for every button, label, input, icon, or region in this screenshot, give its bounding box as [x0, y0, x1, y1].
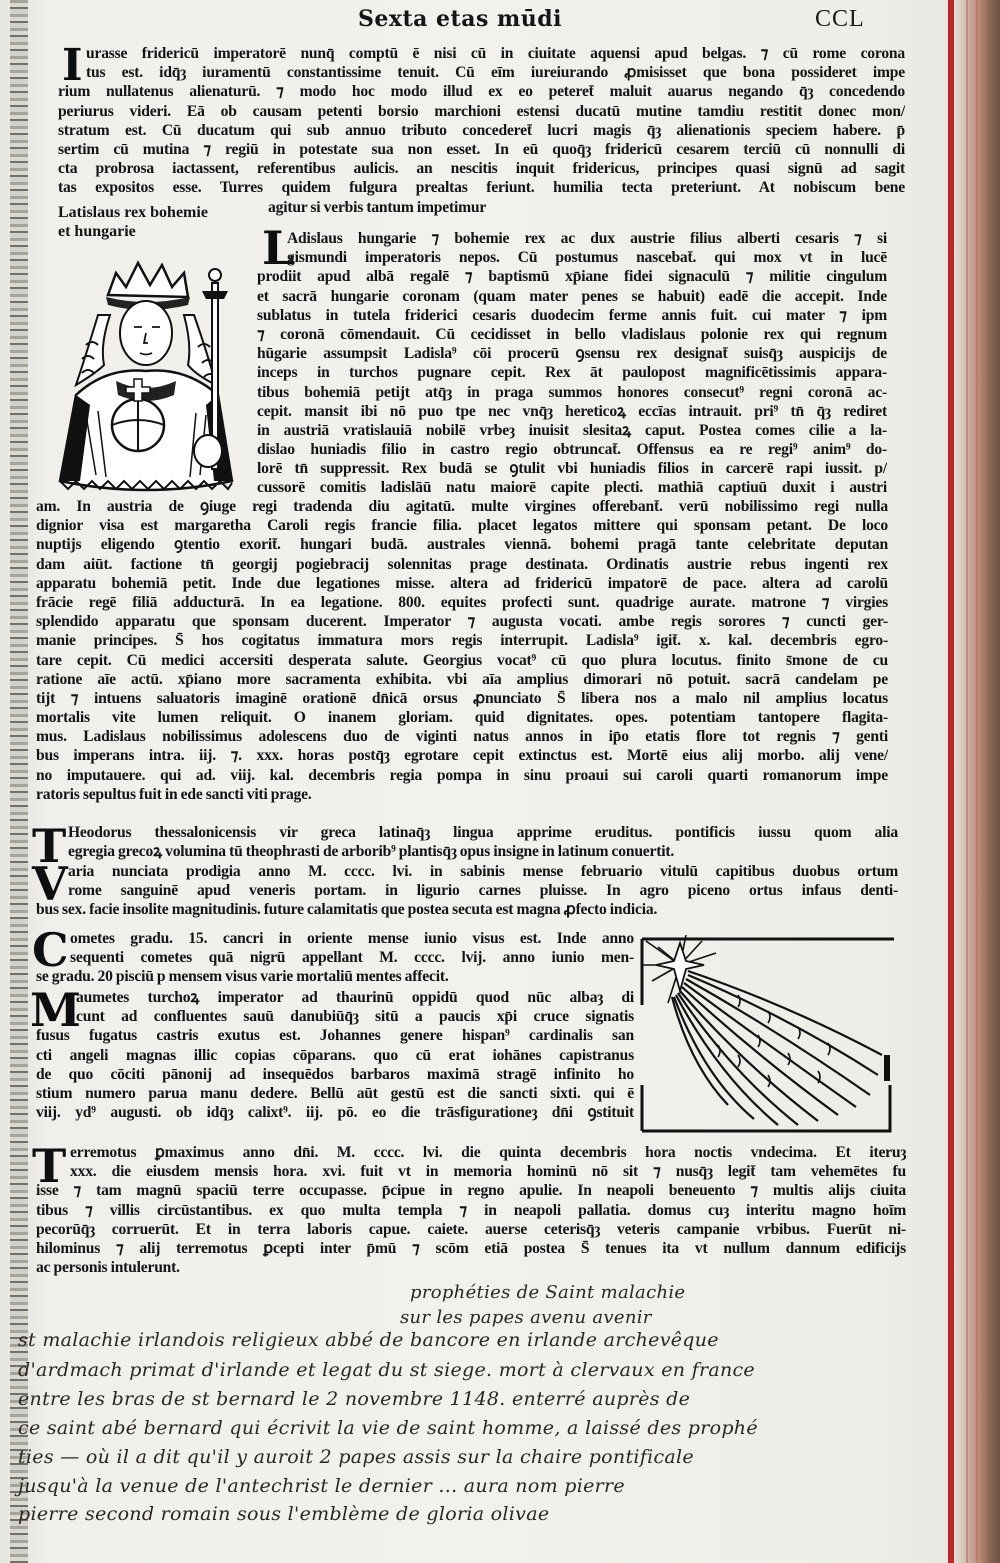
text-line: se gradu. 20 pisciū p mensem visus varie mortaliū mentes affecit.: [36, 968, 449, 986]
book-fore-edge: [954, 0, 1000, 1563]
text-line: ratoris sepultus fuit in ede sancti viti prage.: [36, 785, 312, 803]
text-line: cepit. mansit ibi nō puo tpe nec vnq̄ȝ hereticoꝝ eccīas intrauit. pri⁹ tn̄ q̄ȝ rediret: [257, 402, 887, 420]
initial-letter-v: V: [32, 857, 68, 911]
text-line: prodiit apud albā regalē ⁊ baptismū xp̄iane fidei signaculū ⁊ militie cingulum: [257, 268, 887, 286]
text-line: cussorē comitis ladislāū natu maiorē capite plecti. mathiā captiuū duxit i austri: [257, 479, 887, 497]
text-line: in austriā vratislauiā nobilē vrbeȝ inuisit slesitaꝝ caput. Postea comes cilie a la-: [257, 421, 887, 439]
paragraph-earthquake: [36, 1143, 906, 1277]
handwritten-note-line: prophéties de Saint malachie: [410, 1282, 686, 1303]
text-line: urasse fridericū imperatorē nunq̄ comptū ē nisi cū in ciuitate aquensi apud belgas. ⁊ cū rome corona: [86, 45, 905, 62]
text-line: viij. yd⁹ augusti. ob idq̄ȝ calixt⁹. iij. pō. eo die trāsfigurationeȝ dn̄i ꝯstituit: [36, 1104, 634, 1122]
text-line: agitur si verbis tantum impetimur: [268, 198, 487, 216]
text-line: apparatu bohemiā petit. Inde due legationes misse. altera ad fridericū impatorē de pace. altera ad carolū: [36, 574, 888, 592]
text-line: ac personis intulerunt.: [36, 1259, 180, 1277]
initial-letter-i: I: [62, 40, 83, 91]
text-line: ratione aīe actū. xp̄iano more sacramenta exhibita. vbi aīa amplius dimorari nō potuit. sacrā candelam pe: [36, 670, 888, 688]
text-line: sublatus in tutela friderici cesaris duodecim ferme annis fuit. cui mater ⁊ ipm: [257, 306, 887, 324]
paragraph-belgrade: [36, 988, 634, 1122]
text-line: Adislaus hungarie ⁊ bohemie rex ac dux austrie filius alberti cesaris ⁊ si: [287, 230, 887, 247]
handwritten-note-line: st malachie irlandois religieux abbé de bancore en irlande archevêque: [18, 1329, 719, 1351]
text-line: gismundi imperatoris nepos. Cū postumus nascebat̄. qui mox vt in lucē: [287, 249, 887, 267]
paragraph-frederick: [58, 40, 905, 217]
handwritten-note-line: sur les papes avenu avenir: [400, 1307, 652, 1328]
text-line: dam aiūt. factione tn̄ georgij pogiebracij solennitas prage destinata. Ordinatis austrie rebus ingenti rex: [36, 555, 888, 573]
text-line: tas expositos esse. Turres quidem fulgura prealtas feriunt. humilia tecta preteriunt. At nobiscum bene: [58, 179, 905, 197]
text-line: egregia grecoꝝ volumina tū theophrasti de arborib⁹ plantisq̄ȝ opus insigne in latinum conuertit.: [68, 843, 675, 861]
text-line: splendido apparatu que sponsam ducerent. Imperator ⁊ augusta vocati. ambe regis sorores ⁊ cuncti ger-: [36, 613, 888, 631]
text-line: dislao huniadis filio in castro regio obtruncat̄. Offensus ea re regi⁹ anim⁹ do-: [257, 441, 887, 459]
handwritten-note-line: jusqu'à la venue de l'antechrist le dernier ... aura nom pierre: [18, 1475, 625, 1497]
paragraph-comets: [36, 929, 634, 987]
handwritten-note-line: pierre second romain sous l'emblème de gloria olivae: [18, 1503, 550, 1525]
caption-line: Latislaus rex bohemie: [58, 204, 208, 221]
text-line: bus sex. facie insolite magnitudinis. future calamitatis que postea secuta est magna ꝓfecto indicia.: [36, 901, 658, 919]
text-line: tare cepit. Cū medici accersiti desperata salute. Georgius vocat⁹ cū quo plura locutus. finito s̄mone de cu: [36, 651, 888, 669]
text-line: periurus videri. Eā ob causam petenti borsio marchioni estensi ducatū mutine tamdiu restitit donec mon/: [58, 102, 905, 120]
text-line: bus imperans intra. iij. ⁊. xxx. horas postq̄ȝ egrotare cepit extinctus est. Mortē eius alij morbo. alij vene/: [36, 747, 888, 765]
text-line: stium numero parua manu dedere. Bellū aūt gestū est die sancti sixti. qui ē: [36, 1084, 634, 1102]
text-line: tibus ⁊ villis circūstantibus. ex quo multa templa ⁊ in neapoli pallatia. domus cuȝ interitu magno hoīm: [36, 1201, 906, 1219]
text-line: isse ⁊ tam magnū spaciū terre occupasse. p̄cipue in regno apulie. In neapoli beneuento ⁊ multis alijs ciuita: [36, 1182, 906, 1200]
text-line: ometes gradu. 15. cancri in oriente mense iunio visus est. Inde anno: [70, 930, 634, 947]
text-line: de quo cōciti pānonij ad insequēdos barbaros maximā stragē infinito ho: [36, 1065, 634, 1083]
text-line: inceps in turchos pugnare cepit. Rex āt paulopost magnificētissimis appara-: [257, 364, 887, 382]
text-line: tibus bohemiā petijt atq̄ȝ in praga summos honores consecut⁹ regni coronā ac-: [257, 383, 887, 401]
text-line: no imputauere. qui ad. viij. kal. decembris regia pompa in sinu proaui sui caroli quarti romanorum impe: [36, 766, 888, 784]
paragraph-prodigies: [36, 862, 898, 920]
initial-letter-t-earthquake: T: [32, 1139, 67, 1193]
text-line: dignior visa est margaretha Caroli regis francie filia. placet legatos mittere qui sponsam petant. De loco: [36, 517, 888, 535]
text-line: erremotus ꝑmaximus anno dn̄i. M. cccc. lvi. die quinta decembris hora noctis vndecima. Et iteruȝ: [70, 1144, 906, 1161]
text-line: et sacrā hungarie coronam (quam mater penes se habuit) eadē die accepit. Inde: [257, 287, 887, 305]
initial-letter-t: T: [32, 819, 67, 873]
caption-line: et hungarie: [58, 223, 136, 240]
text-line: lorē tn̄ suppressit. Rex budā se ꝯtulit vbi huniadis filios in carcerē rapi iussit. p/: [257, 460, 887, 478]
paragraph-ladislaus: [257, 221, 887, 498]
text-line: mus. Ladislaus nobilissimus adolescens duo de viginti natus annos in ip̄o etatis flore tot regnis ⁊ genti: [36, 728, 888, 746]
text-line: nuptijs eligendo ꝯtentio exorit̄. hungari budā. australes viennā. bohemi pragā tante celebritate deputan: [36, 536, 888, 554]
text-line: rome sanguinē apud veneris portam. in ligurio carnes pluisse. In agro piceno ortus infaus denti-: [68, 882, 898, 900]
text-line: cunt ad confluentes sauū danubiūq̄ȝ sitū a paucis xp̄i cruce signatis: [76, 1008, 634, 1026]
text-line: cti angeli magnas illic copias cōparans. quo cū erat iohānes capistranus: [36, 1046, 634, 1064]
folio-number: CCL: [815, 6, 865, 32]
initial-letter-m: M: [30, 983, 81, 1037]
woodcut-caption: [58, 203, 208, 241]
text-line: ⁊ coronā cōmendauit. Cū cecidisset in bello vladislaus polonie rex qui regnum: [257, 325, 887, 343]
text-line: tijt ⁊ intuens saluatoris imaginē orationē dn̄icā orsus ꝓnunciato S̄ libera nos a malo nil amplius locatus: [36, 689, 888, 707]
text-line: am. In austria de ꝯiuge regi tradenda diu agitatū. multe virgines offerebant̄. verū nobilissimo regi nulla: [36, 498, 888, 515]
initial-letter-l: L: [262, 221, 295, 275]
text-line: Heodorus thessalonicensis vir greca latinaq̄ȝ lingua apprime eruditus. pontificis iussu quom alia: [68, 824, 898, 841]
king-woodcut-illustration: [46, 255, 251, 495]
text-line: sequenti cometes quā nigrū appellant M. cccc. lvij. anno iunio men-: [70, 949, 634, 967]
paragraph-marriage-and-death: [36, 497, 888, 804]
text-line: xxx. die eiusdem mensis hora. xvi. fuit vt in memoria hominū nō sit ⁊ nusq̄ȝ legit̄ tam vehemētes fu: [70, 1163, 906, 1181]
text-line: stratum est. Cū ducatum qui sub annuo tributo concederet̄ lucri magis q̄ȝ alienationis speciem habere. p̄: [58, 121, 905, 139]
text-line: frācie regē filiā adducturā. In ea legatione. 800. equites profecti sunt. quadrige aurate. matrone ⁊ virgies: [36, 593, 888, 611]
text-line: fusus fugatus castris exutus est. Johannes genere hispan⁹ cardinalis san: [36, 1027, 634, 1045]
text-line: aumetes turchoꝝ imperator ad thaurinū oppidū quod nūc albaȝ di: [76, 989, 634, 1006]
paragraph-theodorus: [36, 823, 898, 861]
text-line: manie principes. S̄ hos cogitatus immatura mors regis interrupit. Ladisla⁹ igit̄. x. kal. decembris egro-: [36, 632, 888, 650]
comet-woodcut-illustration: [638, 935, 900, 1140]
handwritten-note-line: d'ardmach primat d'irlande et legat du st siege. mort à clervaux en france: [18, 1359, 755, 1381]
handwritten-note-line: ties — où il a dit qu'il y auroit 2 papes assis sur la chaire pontificale: [18, 1446, 694, 1468]
text-line: rium nullatenus alienaturū. ⁊ modo hoc modo illud ex eo peteret̄ maluit auarus negando q̄ȝ concedendo: [58, 83, 905, 101]
text-line: mortalis vite lumen reliquit. O inanem gloriam. quid dignitates. opes. potentiam tantopere flagita-: [36, 709, 888, 727]
handwritten-note-line: entre les bras de st bernard le 2 novembre 1148. enterré auprès de: [18, 1388, 691, 1410]
text-line: cta probrosa iactassent, referentibus aulicis. an nescitis inquit fridericus, principes quasi signū ad sagit: [58, 160, 905, 178]
text-line: hūgarie assumpsit Ladisla⁹ cōi procerū ꝯsensu rex designat̄ suisq̄ȝ auspicijs de: [257, 345, 887, 363]
text-line: aria nunciata prodigia anno M. cccc. lvi. in sabinis mense februario vitulū capitibus duobus ortum: [68, 863, 898, 880]
running-head: Sexta etas mūdi: [357, 6, 563, 32]
handwritten-note-line: ce saint abé bernard qui écrivit la vie de saint homme, a laissé des prophé: [18, 1417, 758, 1439]
text-line: sertim cū mutina ⁊ regiū in potestate sua non esset. In eū quoq̄ȝ fridericū cesarem terciū cū nonnulli di: [58, 140, 905, 158]
initial-letter-c: C: [32, 923, 69, 977]
text-line: pecorūq̄ȝ corruerūt. Et in terra laboris capue. caiete. auerse ceterisq̄ȝ veteris campanie vrbibus. Fuerūt ni-: [36, 1220, 906, 1238]
text-line: tus est. idq̄ȝ iuramentū constantissime tenuit. Cū eīm iureiurando ꝓmisisset que bona possideret impe: [86, 64, 905, 82]
text-line: hilominus ⁊ alij terremotus ꝑcepti inter p̄mū ⁊ scōm etiā postea S̄ tenues ita vt nullum dannum edificijs: [36, 1239, 906, 1257]
